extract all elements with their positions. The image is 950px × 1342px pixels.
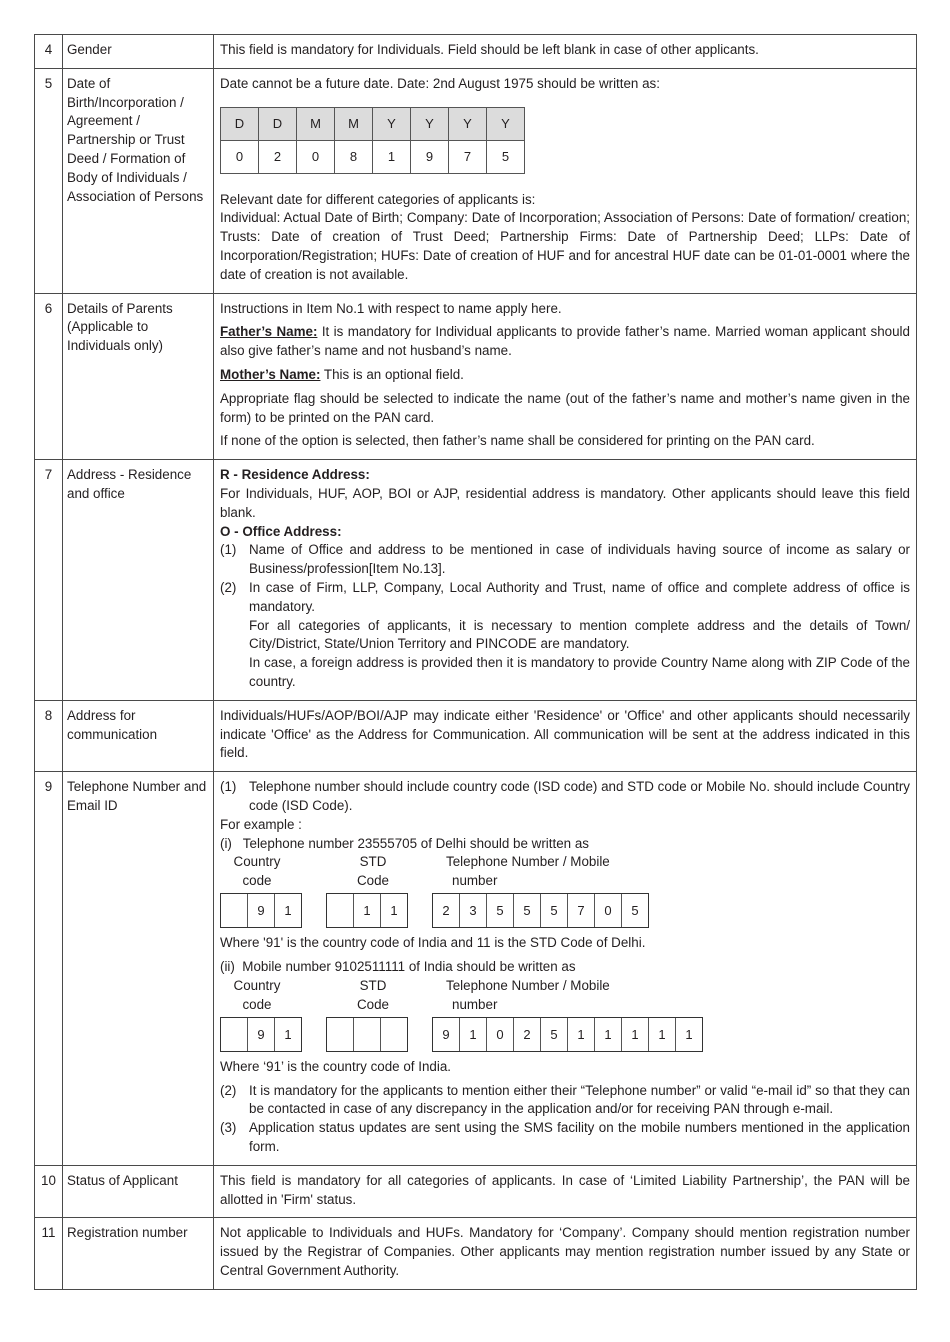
father-name-label: Father’s Name: xyxy=(220,324,318,340)
parents-intro: Instructions in Item No.1 with respect to name apply here. xyxy=(220,300,562,316)
mother-name-text: This is an optional field. xyxy=(320,366,464,382)
digit-box xyxy=(221,894,248,927)
digit-box: 3 xyxy=(460,894,487,927)
digit-box: 0 xyxy=(487,1018,514,1051)
date-value-cell: 2 xyxy=(259,140,297,173)
list-text: It is mandatory for the applicants to mention either their “Telephone number” or valid “e-mail id” so that they can be contacted in case of any discrepancy in the application and/or for receiving PAN through e-mail. xyxy=(249,1082,910,1117)
date-value-cell: 7 xyxy=(449,140,487,173)
table-row xyxy=(35,1165,917,1218)
example-1-note: Where '91' is the country code of India and 11 is the STD Code of Delhi. xyxy=(220,935,646,951)
std-code-header xyxy=(348,977,398,1015)
item-label: Address - Residence and office xyxy=(63,460,214,701)
list-item xyxy=(220,541,910,579)
digit-box: 5 xyxy=(631,903,639,919)
item-label-text: Date of Birth/Incorporation / Agreement / Partnership or Trust Deed / Formation of Body of Individuals / Association of Persons xyxy=(67,75,204,204)
date-value-cell: 0 xyxy=(221,140,259,173)
list-item xyxy=(220,1119,910,1157)
residence-address-text: For Individuals, HUF, AOP, BOI or AJP, residential address is mandatory. Other applicants should leave this field blank. xyxy=(220,485,910,520)
father-name-note xyxy=(220,323,910,361)
digit-box: 1 xyxy=(284,903,292,919)
example-1-boxes xyxy=(220,893,910,928)
date-value-cell: 1 xyxy=(373,140,411,173)
header-text: Code xyxy=(356,873,389,889)
list-text: Name of Office and address to be mentioned in case of individuals having source of income as salary or Business/profession[Item No.13]. xyxy=(249,542,910,577)
phone-number-boxes xyxy=(432,893,649,928)
digit-box: 5 xyxy=(541,1018,568,1051)
item-description xyxy=(214,772,917,1166)
list-marker: (3) xyxy=(220,1120,237,1136)
digit-box: 1 xyxy=(390,903,398,919)
item-label: Details of Parents (Applicable to Individuals only) xyxy=(63,293,214,460)
digit-box: 9 xyxy=(433,1018,460,1051)
list-item xyxy=(220,579,910,617)
item-description xyxy=(214,68,917,293)
example-2-note: Where ‘91’ is the country code of India. xyxy=(220,1058,451,1074)
phone-number-boxes xyxy=(432,1017,703,1052)
list-item xyxy=(220,1082,910,1120)
item-description xyxy=(214,460,917,701)
item-label: Registration number xyxy=(63,1218,214,1289)
date-header-cell: Y xyxy=(373,107,411,140)
header-text: Telephone Number / Mobile xyxy=(446,977,610,993)
digit-box: 5 xyxy=(487,894,514,927)
header-text: Country xyxy=(233,854,281,870)
header-text: code xyxy=(242,996,272,1012)
table-row xyxy=(35,772,917,1166)
item-number: 11 xyxy=(35,1218,63,1289)
header-text: Country xyxy=(233,977,281,993)
country-code-header xyxy=(232,977,282,1015)
date-format-values xyxy=(221,140,525,173)
digit-box xyxy=(327,1018,354,1051)
digit-box xyxy=(381,1018,407,1051)
digit-box: 9 xyxy=(248,894,275,927)
list-text: Telephone number should include country code (ISD code) and STD code or Mobile No. should include Country code (ISD Code). xyxy=(249,779,910,813)
digit-box: 5 xyxy=(541,894,568,927)
item-label xyxy=(63,68,214,293)
date-header-cell: M xyxy=(335,107,373,140)
list-marker: (1) xyxy=(220,779,237,795)
digit-box: 1 xyxy=(284,1026,292,1042)
relevant-date-text: Individual: Actual Date of Birth; Company: Date of Incorporation; Association of Persons: Date of formation/ creation; Trusts: Date of creation of Trust Deed; Partnership Firms: Date of Partnership Deed; LLPs: Date of Incorporation/Registration; HUFs: Date of creation of HUF and for ancestral HUF date can be 01-01-0001 where the date of creation is not available. xyxy=(220,210,910,282)
list-text: Application status updates are sent using the SMS facility on the mobile numbers mentioned in the application form. xyxy=(249,1120,910,1155)
date-header-cell: Y xyxy=(411,107,449,140)
header-text: Code xyxy=(356,996,389,1012)
digit-box: 1 xyxy=(685,1026,693,1042)
phone-column-headers xyxy=(220,977,910,1015)
date-value-cell: 0 xyxy=(297,140,335,173)
digit-box xyxy=(221,1018,248,1051)
relevant-date-title: Relevant date for different categories of applicants is: xyxy=(220,191,536,207)
item-description: Not applicable to Individuals and HUFs. Mandatory for ‘Company’. Company should mention registration number issued by the Registrar of Companies. Other applicants may mention registration number issued by any State or Central Government Authority. xyxy=(214,1218,917,1289)
list-item xyxy=(220,778,910,816)
address-details-note: For all categories of applicants, it is necessary to mention complete address and the details of Town/ City/District, State/Union Territory and PINCODE are mandatory. xyxy=(249,617,910,652)
default-note: If none of the option is selected, then father’s name shall be considered for printing on the PAN card. xyxy=(220,433,815,449)
date-value-cell: 9 xyxy=(411,140,449,173)
item-number: 8 xyxy=(35,700,63,771)
table-row xyxy=(35,460,917,701)
digit-box: 0 xyxy=(595,894,622,927)
example-1-title: (i) Telephone number 23555705 of Delhi should be written as xyxy=(220,835,589,851)
office-address-title: O - Office Address: xyxy=(220,523,342,539)
digit-box xyxy=(354,1018,381,1051)
country-code-boxes xyxy=(220,1017,302,1052)
table-row xyxy=(35,1218,917,1289)
date-header-cell: D xyxy=(259,107,297,140)
item-number: 5 xyxy=(35,68,63,293)
date-format-header xyxy=(221,107,525,140)
date-intro: Date cannot be a future date. Date: 2nd August 1975 should be written as: xyxy=(220,75,660,91)
phone-column-headers xyxy=(220,853,910,891)
item-description: Individuals/HUFs/AOP/BOI/AJP may indicate either 'Residence' or 'Office' and other applicants should necessarily indicate 'Office' as the Address for Communication. All communication will be sent at the address indicated in this field. xyxy=(214,700,917,771)
country-code-header xyxy=(232,853,282,891)
std-code-boxes xyxy=(326,1017,408,1052)
number-header xyxy=(446,977,636,1015)
list-text: In case of Firm, LLP, Company, Local Authority and Trust, name of office and complete address of office is mandatory. xyxy=(249,579,910,614)
table-row xyxy=(35,68,917,293)
for-example-label: For example : xyxy=(220,816,302,832)
date-format-table xyxy=(220,107,525,174)
digit-box xyxy=(327,894,354,927)
digit-box: 2 xyxy=(433,894,460,927)
example-2-boxes xyxy=(220,1017,910,1052)
item-number: 7 xyxy=(35,460,63,701)
header-text: STD xyxy=(359,977,387,993)
table-row xyxy=(35,700,917,771)
table-row xyxy=(35,35,917,69)
digit-box: 1 xyxy=(568,1018,595,1051)
number-header xyxy=(446,853,636,891)
item-label: Telephone Number and Email ID xyxy=(63,772,214,1166)
item-number: 6 xyxy=(35,293,63,460)
digit-box: 9 xyxy=(248,1018,275,1051)
item-description xyxy=(214,293,917,460)
list-marker: (2) xyxy=(220,579,237,595)
residence-address-title: R - Residence Address: xyxy=(220,467,370,483)
date-value-cell: 5 xyxy=(487,140,525,173)
std-code-header xyxy=(348,853,398,891)
item-label: Status of Applicant xyxy=(63,1165,214,1218)
instructions-table xyxy=(34,34,917,1290)
header-text: STD xyxy=(359,854,387,870)
header-text: code xyxy=(242,873,272,889)
header-text: number xyxy=(452,873,498,889)
item-number: 9 xyxy=(35,772,63,1166)
digit-box: 1 xyxy=(595,1018,622,1051)
mother-name-note xyxy=(220,366,910,385)
item-number: 4 xyxy=(35,35,63,69)
digit-box: 1 xyxy=(622,1018,649,1051)
digit-box: 1 xyxy=(460,1018,487,1051)
item-label: Gender xyxy=(63,35,214,69)
date-header-cell: D xyxy=(221,107,259,140)
table-row xyxy=(35,293,917,460)
digit-box: 7 xyxy=(568,894,595,927)
foreign-address-note: In case, a foreign address is provided then it is mandatory to provide Country Name along with ZIP Code of the country. xyxy=(249,655,910,689)
date-header-cell: Y xyxy=(449,107,487,140)
date-header-cell: M xyxy=(297,107,335,140)
digit-box: 1 xyxy=(649,1018,676,1051)
header-text: Telephone Number / Mobile xyxy=(446,854,610,870)
list-marker: (2) xyxy=(220,1082,237,1098)
std-code-boxes xyxy=(326,893,408,928)
item-description: This field is mandatory for all categories of applicants. In case of ‘Limited Liability Partnership’, the PAN will be allotted in 'Firm' status. xyxy=(214,1165,917,1218)
flag-note: Appropriate flag should be selected to indicate the name (out of the father’s name and mother’s name given in the form) to be printed on the PAN card. xyxy=(220,390,910,425)
date-value-cell: 8 xyxy=(335,140,373,173)
header-text: number xyxy=(452,996,498,1012)
example-2-title: (ii) Mobile number 9102511111 of India should be written as xyxy=(220,959,576,975)
mother-name-label: Mother’s Name: xyxy=(220,366,321,382)
digit-box: 2 xyxy=(514,1018,541,1051)
item-label: Address for communication xyxy=(63,700,214,771)
country-code-boxes xyxy=(220,893,302,928)
date-header-cell: Y xyxy=(487,107,525,140)
digit-box: 1 xyxy=(354,894,381,927)
digit-box: 5 xyxy=(514,894,541,927)
father-name-text: It is mandatory for Individual applicants to provide father’s name. Married woman applicant should also give father’s name and not husband’s name. xyxy=(220,324,910,359)
item-number: 10 xyxy=(35,1165,63,1218)
item-description: This field is mandatory for Individuals. Field should be left blank in case of other applicants. xyxy=(214,35,917,69)
list-marker: (1) xyxy=(220,542,237,558)
